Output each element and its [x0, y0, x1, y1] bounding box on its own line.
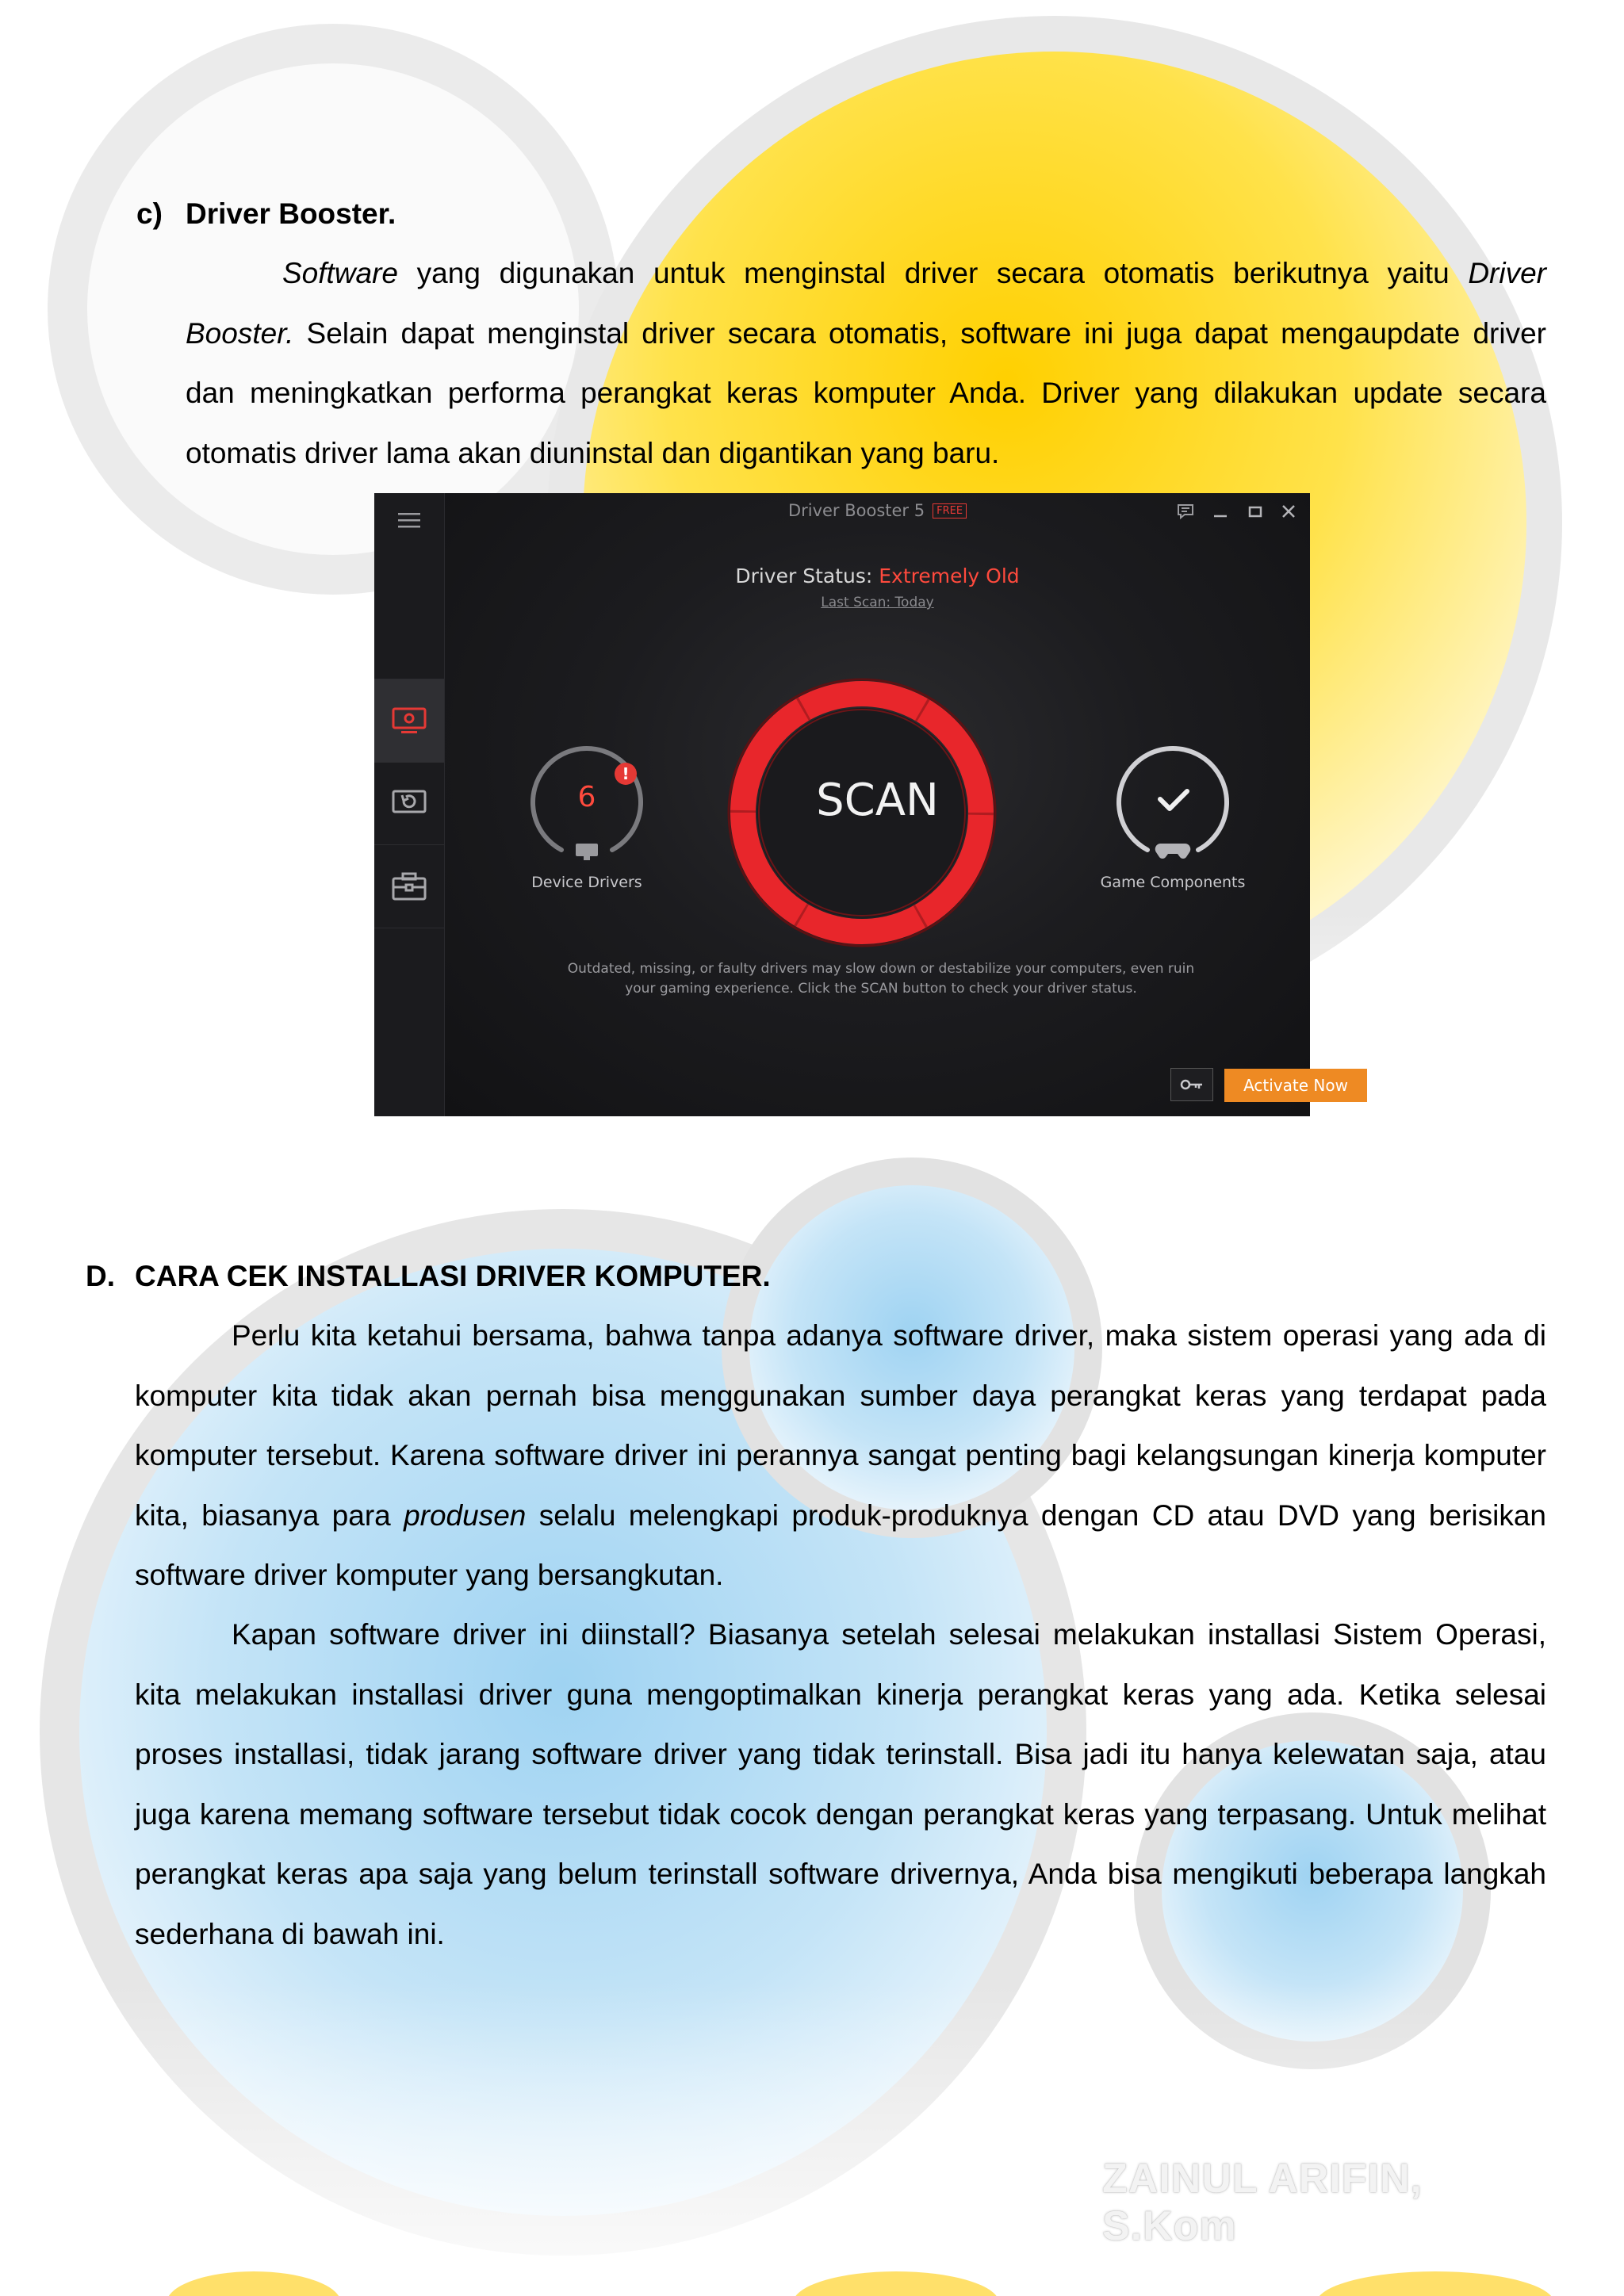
paragraph-run: Driver Booster.: [186, 257, 1546, 350]
app-sidebar: [374, 493, 445, 1116]
paragraph-run: yang digunakan untuk menginstal driver secara otomatis berikutnya yaitu: [398, 257, 1469, 289]
alert-mark: !: [622, 764, 630, 783]
close-button[interactable]: [1277, 499, 1300, 523]
paragraph-run: Perlu kita ketahui bersama, bahwa tanpa adanya software driver, maka sistem operasi yang ada di komputer kita tidak akan pernah bisa menggunakan sumber daya perangkat keras yang terdapat pada komputer tersebut. Karena software driver ini perannya sangat penting bagi kelangsungan kinerja komputer kita, biasanya para: [135, 1319, 1546, 1532]
sidebar-item-restore[interactable]: [374, 762, 444, 845]
feedback-icon: [1177, 503, 1194, 519]
driver-status-label: Driver Status:: [735, 564, 873, 587]
gamepad-icon: [1155, 844, 1191, 859]
paragraph-run: selalu melengkapi produk-produknya dengan CD atau DVD yang berisikan software driver komputer yang bersangkutan.: [135, 1498, 1546, 1591]
driver-booster-screenshot: [374, 493, 1348, 1116]
key-icon: [1180, 1078, 1204, 1091]
activate-now-button[interactable]: Activate Now: [1224, 1069, 1367, 1102]
section-c-paragraph: [186, 243, 1546, 483]
app-main-panel: [445, 493, 1348, 1116]
checkmark-icon: [1160, 791, 1187, 809]
game-components-label: Game Components: [1100, 874, 1246, 891]
menu-icon: [396, 511, 422, 530]
sidebar-item-toolbox[interactable]: [374, 845, 444, 928]
license-key-button[interactable]: [1170, 1068, 1213, 1101]
window-title-text: Driver Booster 5: [787, 501, 925, 520]
paragraph-run: Software: [282, 257, 399, 289]
last-scan-link[interactable]: Last Scan: Today: [821, 595, 934, 610]
restore-icon: [391, 788, 427, 818]
paragraph-run: Selain dapat menginstal driver secara otomatis, software ini juga dapat mengaupdate driver dan meningkatkan performa perangkat keras komputer Anda. Driver yang dilakukan update secara otomatis driver lama akan diuninstal dan digantikan yang baru.: [186, 316, 1546, 469]
section-d-paragraph-1: [135, 1306, 1546, 1605]
toolbox-icon: [391, 871, 427, 901]
driver-status-value: Extremely Old: [879, 564, 1020, 587]
sidebar-item-scan[interactable]: [374, 679, 444, 763]
section-d-paragraph-2: Kapan software driver ini diinstall? Biasanya setelah selesai melakukan installasi Sistem Operasi, kita melakukan installasi driver guna mengoptimalkan kinerja perangkat keras yang ada. Ketika selesai proses installasi, tidak jarang software driver yang tidak terinstall. Bisa jadi itu hanya kelewatan saja, atau juga karena memang software tersebut tidak cocok dengan perangkat keras yang terpasang. Untuk melihat perangkat keras apa saja yang belum terinstall software drivernya, Anda bisa mengikuti beberapa langkah sederhana di bawah ini.: [135, 1618, 1546, 1950]
free-badge: FREE: [933, 503, 967, 519]
author-watermark: ZAINUL ARIFIN, S.Kom: [1102, 2156, 1423, 2249]
game-components-gauge[interactable]: [1109, 745, 1236, 872]
status-description: Outdated, missing, or faulty drivers may slow down or destabilize your computers, even ruin your gaming experience. Click the SCAN button to check your driver status.: [567, 961, 1195, 997]
feedback-button[interactable]: [1174, 499, 1197, 523]
maximize-icon: [1247, 503, 1263, 519]
monitor-small-icon: [576, 844, 598, 856]
device-driver-count: 6: [577, 781, 596, 813]
section-d-heading: CARA CEK INSTALLASI DRIVER KOMPUTER.: [135, 1260, 771, 1292]
paragraph-run: produsen: [404, 1498, 527, 1532]
menu-button[interactable]: [374, 493, 444, 547]
close-icon: [1281, 503, 1297, 519]
device-drivers-label: Device Drivers: [531, 874, 642, 891]
section-c-heading: Driver Booster.: [186, 197, 396, 230]
driver-status: [445, 564, 1310, 587]
minimize-button[interactable]: [1208, 499, 1232, 523]
minimize-icon: [1212, 503, 1228, 519]
scan-button-label[interactable]: SCAN: [816, 775, 939, 826]
maximize-button[interactable]: [1243, 499, 1267, 523]
section-d-marker: D.: [86, 1260, 115, 1292]
monitor-icon: [391, 706, 427, 736]
section-c-marker: c): [136, 197, 163, 230]
